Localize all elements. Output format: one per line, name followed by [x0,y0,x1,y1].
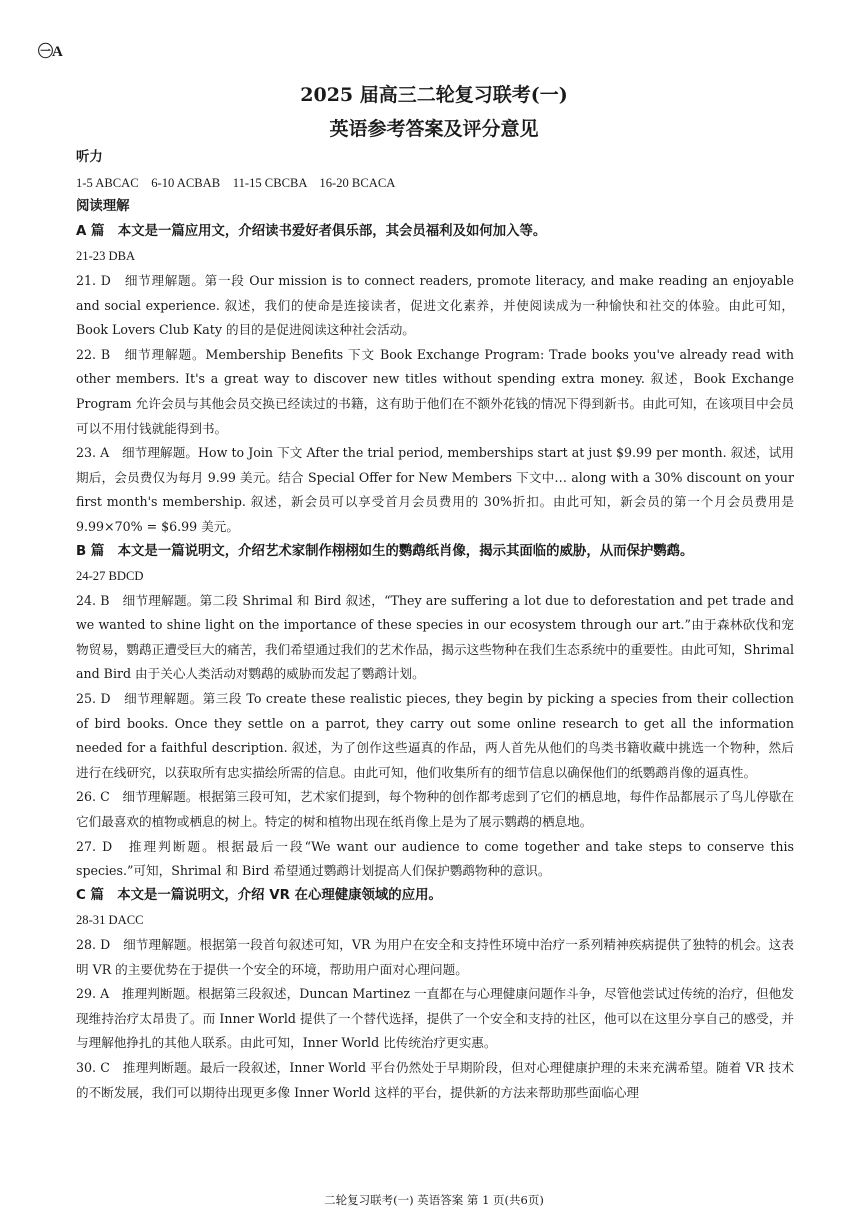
page-subtitle: 英语参考答案及评分意见 [329,118,539,140]
item-29: 29. A 推理判断题。根据第三段叙述，Duncan Martinez 一直都在与心理健康问题作斗争，尽管他尝试过传统的治疗，但他发现维持治疗太昂贵了。而 Inner World 提供了一个替代选择，提供了一个安全和支持的社区，他可以在这里分享自己的感受，并与理解他挣扎的其他人联系。由此可知，Inner World 比传统治疗更实惠。 [76,986,794,1051]
section-c-title: C 篇 本文是一篇说明文，介绍 VR 在心理健康领域的应用。 [76,887,442,903]
listening-heading: 听力 [76,150,103,165]
listening-answers: 1-5 ABCAC 6-10 ACBAB 11-15 CBCBA 16-20 BCACA [76,175,396,190]
section-a-answers: 21-23 DBA [76,249,136,264]
page-footer: 二轮复习联考(一) 英语答案 第 1 页(共6页) [324,1193,544,1207]
item-21: 21. D 细节理解题。第一段 Our mission is to connect readers, promote literacy, and make reading an enjoyable and social experience. 叙述，我们的使命是连接读者，促进文化素养，并使阅读成为一种愉快和社交的体验。由此可知，Book Lovers Club Katy 的目的是促进阅读这种社会活动。 [76,272,794,338]
reading-heading: 阅读理解 [76,199,130,215]
section-b-answers: 24-27 BDCD [76,569,144,584]
item-22: 22. B 细节理解题。Membership Benefits 下文 Book Exchange Program: Trade books you've already read with other members. It's a great way to discover new titles without spending extra money. 叙述，Book Exchange Program 允许会员与其他会员交换已经读过的书籍，这有助于他们在不额外花钱的情况下得到新书。由此可知，在该项目中会员可以不用付钱就能得到书。 [76,346,794,436]
item-24: 24. B 细节理解题。第二段 Shrimal 和 Bird 叙述，“They are suffering a lot due to deforestation and pet trade and we wanted to shine light on the importance of these species in our ecosystem through our art.”由于森林砍伐和宠物贸易，鹦鹉正遭受巨大的痛苦，我们希望通过我们的艺术作品，揭示这些物种在我们生态系统中的重要性。由此可知，Shrimal and Bird 由于关心人类活动对鹦鹉的威胁而发起了鹦鹉计划。 [76,592,794,682]
section-a-title: A 篇 本文是一篇应用文，介绍读书爱好者俱乐部，其会员福利及如何加入等。 [76,223,547,239]
item-27: 27. D 推理判断题。根据最后一段“We want our audience to come together and take steps to conserve this species.”可知，Shrimal 和 Bird 希望通过鹦鹉计划提高人们保护鹦鹉物种的意识。 [76,838,794,879]
section-c-answers: 28-31 DACC [76,913,144,928]
item-23: 23. A 细节理解题。How to Join 下文 After the trial period, memberships start at just $9.99 per month. 叙述，试用期后，会员费仅为每月 9.99 美元。结合 Special Offer for New Members 下文中… along with a 30% discount on your first month's membership. 叙述，新会员可以享受首月会员费用的 30%折扣。由此可知，新会员的第一个月会员费用是 9.99×70% = $6.99 美元。 [76,445,794,534]
item-25: 25. D 细节理解题。第三段 To create these realistic pieces, they begin by picking a species from their collection of bird books. Once they settle on a parrot, they carry out some online research to get all the information needed for a faithful description. 叙述，为了创作这些逼真的作品，两人首先从他们的鸟类书籍收藏中挑选一个物种，然后进行在线研究，以获取所有忠实描绘所需的信息。由此可知，他们收集所有的细节信息以确保他们的纸鹦鹉肖像的逼真性。 [76,691,794,780]
item-26: 26. C 细节理解题。根据第三段可知，艺术家们提到，每个物种的创作都考虑到了它们的栖息地，每件作品都展示了鸟儿停歇在它们最喜欢的植物或栖息的树上。特定的树和植物出现在纸肖像上是为了展示鹦鹉的栖息地。 [76,789,794,830]
section-b-title: B 篇 本文是一篇说明文，介绍艺术家制作栩栩如生的鹦鹉纸肖像，揭示其面临的威胁，从而保护鹦鹉。 [76,543,694,559]
page-title: 2025 届高三二轮复习联考(一) [300,84,568,106]
publisher-logo: ㊀A [38,44,62,60]
document-body [76,146,794,1105]
item-30: 30. C 推理判断题。最后一段叙述，Inner World 平台仍然处于早期阶段，但对心理健康护理的未来充满希望。随着 VR 技术的不断发展，我们可以期待出现更多像 Inner World 这样的平台，提供新的方法来帮助那些面临心理 [76,1059,794,1100]
item-28: 28. D 细节理解题。根据第一段首句叙述可知，VR 为用户在安全和支持性环境中治疗一系列精神疾病提供了独特的机会。这表明 VR 的主要优势在于提供一个安全的环境，帮助用户面对心理问题。 [76,937,794,977]
